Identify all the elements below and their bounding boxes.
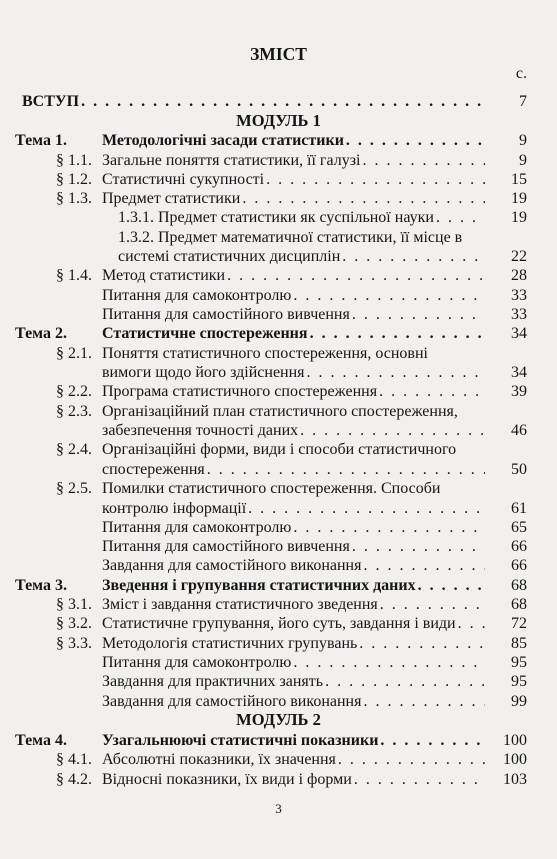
toc-entry-page: 95 xyxy=(511,673,527,690)
page-title: ЗМІСТ xyxy=(250,44,307,64)
toc-entry-text: системі статистичних дисциплін xyxy=(118,248,341,265)
toc-entry-page: 66 xyxy=(511,538,527,555)
toc-entry-page: 65 xyxy=(511,519,527,536)
toc-entry-text: 1.3.2. Предмет математичної статистики, її місце в xyxy=(118,229,463,246)
toc-entry-text: забезпечення точності даних xyxy=(102,422,299,439)
toc-entry-text: Загальне поняття статистики, її галузі xyxy=(102,152,361,169)
toc-entry-text: Метод статистики xyxy=(102,267,226,284)
toc-entry-text: Методологія статистичних групувань xyxy=(102,635,358,652)
toc-entry-text: Статистичне групування, його суть, завдання і види xyxy=(102,615,456,632)
toc-entry-text: Помилки статистичного спостереження. Способи xyxy=(102,480,441,497)
toc-entry-text: Узагальнюючі статистичні показники xyxy=(102,732,379,749)
toc-entry-text: Відносні показники, їх види і форми xyxy=(102,771,352,788)
toc-entry-text: ВСТУП xyxy=(22,93,80,110)
toc-leader-dots xyxy=(300,421,485,440)
toc-leader-dots xyxy=(362,151,485,170)
toc-entry-text: Статистичне спостереження xyxy=(102,325,308,342)
toc-entry-page: 50 xyxy=(511,461,527,478)
toc-theme-number: Тема 3. xyxy=(15,577,67,594)
toc-entry-text: Завдання для самостійного виконання xyxy=(102,693,362,710)
toc-leader-dots xyxy=(359,634,485,653)
toc-entry-page: 68 xyxy=(511,577,527,594)
toc-leader-dots xyxy=(342,247,485,266)
toc-section-number: § 2.2. xyxy=(56,383,92,400)
toc-leader-dots xyxy=(380,731,485,750)
toc-entry-page: 85 xyxy=(511,635,527,652)
toc-section-number: § 4.1. xyxy=(56,751,92,768)
toc-entry-text: Абсолютні показники, їх значення xyxy=(102,751,336,768)
toc-section-number: § 1.1. xyxy=(56,152,92,169)
toc-entry-page: 33 xyxy=(511,306,527,323)
toc-entry-text: контролю інформації xyxy=(102,500,247,517)
toc-entry-text: Питання для самостійного вивчення xyxy=(102,306,350,323)
toc-entry-text: Організаційні форми, види і способи статистичного xyxy=(102,441,457,458)
toc-entry-text: 1.3.1. Предмет статистики як суспільної науки xyxy=(118,209,434,226)
toc-leader-dots xyxy=(293,286,485,305)
toc-leader-dots xyxy=(325,672,485,691)
toc-leader-dots xyxy=(310,324,485,343)
toc-leader-dots xyxy=(380,595,485,614)
toc-entry-page: 22 xyxy=(511,248,527,265)
toc-entry-page: 103 xyxy=(503,771,527,788)
toc-entry-text: Завдання для самостійного виконання xyxy=(102,557,362,574)
toc-leader-dots xyxy=(293,518,485,537)
toc-leader-dots xyxy=(248,499,485,518)
toc-entry-page: 9 xyxy=(519,152,527,169)
footer-page-number: 3 xyxy=(275,801,282,816)
toc-theme-number: Тема 1. xyxy=(15,132,67,149)
toc-section-number: § 3.2. xyxy=(56,615,92,632)
toc-leader-dots xyxy=(352,305,485,324)
toc-leader-dots xyxy=(346,131,485,150)
toc-entry-text: Статистичні сукупності xyxy=(102,171,265,188)
toc-entry-page: 39 xyxy=(511,383,527,400)
toc-entry-page: 9 xyxy=(519,132,527,149)
toc-entry-page: 34 xyxy=(511,364,527,381)
toc-entry-page: 100 xyxy=(503,732,527,749)
module-2-heading: МОДУЛЬ 2 xyxy=(236,710,321,729)
toc-entry-page: 19 xyxy=(511,190,527,207)
toc-section-number: § 3.1. xyxy=(56,596,92,613)
toc-leader-dots xyxy=(307,363,485,382)
toc-entry-text: Методологічні засади статистики xyxy=(102,132,344,149)
toc-entry-text: Організаційний план статистичного спостереження, xyxy=(102,403,458,420)
toc-leader-dots xyxy=(363,692,485,711)
toc-entry-text: Завдання для практичних занять xyxy=(102,673,324,690)
toc-entry-page: 61 xyxy=(511,500,527,517)
toc-section-number: § 2.3. xyxy=(56,403,92,420)
toc-entry-page: 28 xyxy=(511,267,527,284)
toc-entry-page: 33 xyxy=(511,287,527,304)
toc-entry-text: Програма статистичного спостереження xyxy=(102,383,378,400)
module-1-heading: МОДУЛЬ 1 xyxy=(236,111,321,130)
toc-entry-page: 15 xyxy=(511,171,527,188)
toc-entry-page: 68 xyxy=(511,596,527,613)
toc-section-number: § 4.2. xyxy=(56,771,92,788)
toc-entry-text: Питання для самоконтролю xyxy=(102,654,292,671)
toc-entry-text: Зведення і групування статистичних даних xyxy=(102,577,416,594)
toc-theme-number: Тема 2. xyxy=(15,325,67,342)
toc-entry-page: 46 xyxy=(511,422,527,439)
toc-entry-page: 99 xyxy=(511,693,527,710)
toc-theme-number: Тема 4. xyxy=(15,732,67,749)
toc-leader-dots xyxy=(379,382,485,401)
toc-section-number: § 2.4. xyxy=(56,441,92,458)
toc-entry-text: Питання для самоконтролю xyxy=(102,287,292,304)
toc-entry-page: 19 xyxy=(511,209,527,226)
toc-entry-text: Питання для самостійного вивчення xyxy=(102,538,350,555)
toc-entry-text: Предмет статистики xyxy=(102,190,241,207)
toc-leader-dots xyxy=(266,170,485,189)
toc-entry-page: 66 xyxy=(511,557,527,574)
toc-leader-dots xyxy=(293,653,485,672)
toc-entry-page: 34 xyxy=(511,325,527,342)
toc-leader-dots xyxy=(418,576,485,595)
toc-section-number: § 3.3. xyxy=(56,635,92,652)
toc-leader-dots xyxy=(436,208,485,227)
toc-leader-dots xyxy=(458,614,485,633)
toc-leader-dots xyxy=(354,770,485,789)
toc-section-number: § 1.3. xyxy=(56,190,92,207)
toc-leader-dots xyxy=(338,750,485,769)
toc-entry-text: Зміст і завдання статистичного зведення xyxy=(102,596,378,613)
page-column-label: с. xyxy=(515,65,527,82)
toc-leader-dots xyxy=(227,266,485,285)
toc-leader-dots xyxy=(352,537,485,556)
toc-section-number: § 2.1. xyxy=(56,345,92,362)
toc-leader-dots xyxy=(242,189,485,208)
toc-leader-dots xyxy=(207,460,485,479)
toc-entry-page: 95 xyxy=(511,654,527,671)
toc-entry-page: 7 xyxy=(519,93,527,110)
toc-section-number: § 1.4. xyxy=(56,267,92,284)
toc-entry-text: вимоги щодо його здійснення xyxy=(102,364,305,381)
toc-leader-dots xyxy=(363,556,485,575)
toc-entry-text: спостереження xyxy=(102,461,205,478)
toc-section-number: § 1.2. xyxy=(56,171,92,188)
toc-entry-page: 72 xyxy=(511,615,527,632)
toc-section-number: § 2.5. xyxy=(56,480,92,497)
toc-entry-page: 100 xyxy=(503,751,527,768)
toc-entry-text: Поняття статистичного спостереження, основні xyxy=(102,345,428,362)
toc-entry-text: Питання для самоконтролю xyxy=(102,519,292,536)
